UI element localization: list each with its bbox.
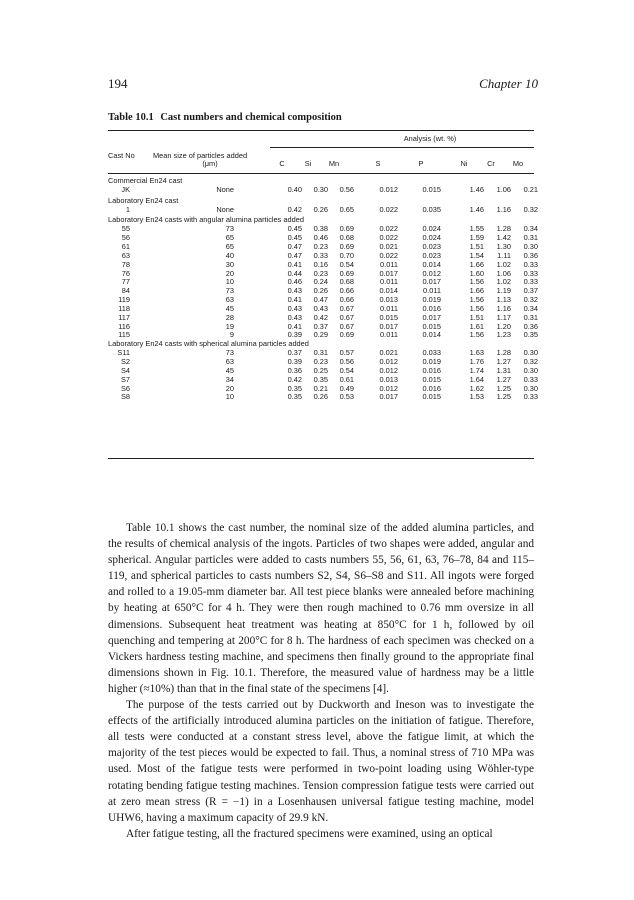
analysis-value: 0.34 — [523, 224, 538, 234]
group-title: Commercial En24 cast — [108, 176, 183, 185]
cast-number: 118 — [118, 303, 130, 313]
analysis-value: 0.43 — [287, 286, 302, 296]
analysis-value: 0.31 — [523, 312, 538, 322]
analysis-value: 1.66 — [469, 259, 484, 269]
paragraph: After fatigue testing, all the fractured specimens were examined, using an optical — [126, 827, 493, 840]
particle-size: 40 — [225, 250, 234, 260]
analysis-value: 0.019 — [422, 295, 441, 305]
analysis-value: 0.42 — [287, 374, 302, 384]
analysis-value: 0.69 — [339, 330, 354, 340]
analysis-value: 1.56 — [469, 277, 484, 287]
analysis-value: 0.16 — [313, 259, 328, 269]
particle-size: 19 — [225, 321, 234, 331]
analysis-value: 0.42 — [287, 204, 302, 214]
analysis-value: 0.35 — [313, 374, 328, 384]
analysis-value: 0.015 — [422, 374, 441, 384]
cast-number: JK — [121, 184, 130, 194]
analysis-value: 0.011 — [380, 259, 398, 269]
mean-size-unit-header: (μm) — [202, 159, 218, 168]
cast-number: 119 — [118, 295, 130, 305]
analysis-value: 0.33 — [313, 250, 328, 260]
analysis-value: 0.24 — [313, 277, 328, 287]
analysis-value: 0.024 — [422, 233, 441, 243]
analysis-value: 0.011 — [380, 277, 398, 287]
analysis-value: 1.54 — [469, 250, 484, 260]
analysis-value: 0.23 — [313, 241, 328, 251]
analysis-value: 0.53 — [339, 392, 354, 402]
particle-size: 34 — [225, 374, 234, 384]
analysis-value: 0.45 — [287, 233, 302, 243]
analysis-value: 0.012 — [379, 365, 398, 375]
analysis-value: 0.33 — [523, 374, 538, 384]
particle-size: 63 — [225, 295, 234, 305]
analysis-value: 0.32 — [523, 357, 538, 366]
analysis-value: 1.62 — [469, 383, 484, 393]
mean-size-header: Mean size of particles added — [153, 151, 248, 160]
cast-number: 77 — [121, 277, 130, 287]
particle-size: 10 — [225, 277, 234, 287]
analysis-value: 1.53 — [469, 392, 484, 402]
particle-size: 65 — [225, 241, 234, 251]
analysis-value: 0.035 — [422, 204, 441, 214]
group-title: Laboratory En24 casts with spherical alumina particles added — [108, 339, 309, 349]
particle-size: None — [216, 204, 234, 214]
analysis-value: 0.017 — [422, 277, 441, 287]
analysis-value: 0.67 — [339, 321, 354, 331]
page-number: 194 — [108, 76, 128, 91]
group-title: Laboratory En24 cast — [108, 195, 179, 205]
running-head: Chapter 10 — [479, 76, 538, 91]
analysis-value: 1.16 — [496, 204, 511, 214]
analysis-value: 0.30 — [523, 365, 538, 375]
particle-size: 20 — [225, 383, 234, 393]
analysis-value: 1.60 — [469, 268, 484, 278]
analysis-value: 0.56 — [339, 184, 354, 194]
analysis-value: 1.16 — [496, 303, 511, 313]
analysis-value: 0.015 — [422, 321, 441, 331]
analysis-value: 0.016 — [422, 383, 441, 393]
analysis-value: 0.017 — [379, 392, 398, 402]
analysis-value: 0.023 — [422, 241, 441, 251]
cast-number: S2 — [120, 357, 130, 366]
analysis-value: 0.012 — [422, 268, 441, 278]
analysis-value: 1.02 — [496, 259, 511, 269]
analysis-value: 0.30 — [523, 348, 538, 358]
analysis-value: 0.36 — [287, 365, 302, 375]
analysis-value: 1.28 — [496, 348, 511, 358]
body-text — [108, 520, 534, 842]
analysis-value: 1.51 — [469, 241, 484, 251]
cast-number: S11 — [117, 348, 130, 358]
cast-number: 55 — [121, 224, 130, 234]
particle-size: 20 — [225, 268, 234, 278]
analysis-value: 0.40 — [287, 184, 302, 194]
table-caption-number: Table 10.1 — [108, 112, 154, 123]
analysis-value: 0.37 — [313, 321, 328, 331]
analysis-value: 0.023 — [422, 250, 441, 260]
analysis-value: 0.37 — [523, 286, 538, 296]
particle-size: 30 — [225, 259, 234, 269]
analysis-value: 0.47 — [313, 295, 328, 305]
analysis-value: 0.35 — [287, 383, 302, 393]
analysis-header: Analysis (wt. %) — [403, 134, 457, 143]
analysis-value: 0.21 — [313, 383, 328, 393]
cast-number: 84 — [121, 286, 130, 296]
analysis-value: 0.024 — [422, 224, 441, 234]
analysis-value: 0.21 — [523, 184, 538, 194]
analysis-value: 0.39 — [287, 357, 302, 366]
cast-number: 76 — [121, 268, 130, 278]
analysis-value: 0.46 — [313, 233, 328, 243]
cast-number: 116 — [118, 321, 130, 331]
analysis-value: 0.26 — [313, 204, 328, 214]
analysis-value: 1.11 — [497, 250, 511, 260]
analysis-value: 0.021 — [379, 241, 398, 251]
analysis-value: 0.32 — [523, 295, 538, 305]
analysis-value: 0.61 — [339, 374, 354, 384]
analysis-value: 1.27 — [496, 357, 511, 366]
analysis-value: 0.69 — [339, 268, 354, 278]
analysis-value: 0.56 — [339, 357, 354, 366]
particle-size: 10 — [225, 392, 234, 402]
analysis-value: 0.033 — [422, 348, 441, 358]
analysis-value: 0.016 — [422, 303, 441, 313]
analysis-value: 0.43 — [287, 303, 302, 313]
analysis-value: 1.30 — [496, 241, 511, 251]
analysis-value: 0.65 — [339, 204, 354, 214]
analysis-value: 0.011 — [423, 286, 441, 296]
cast-number: 78 — [121, 259, 130, 269]
analysis-value: 0.41 — [287, 321, 302, 331]
analysis-value: 1.74 — [469, 365, 484, 375]
analysis-value: 0.47 — [287, 241, 302, 251]
element-header-s: S — [375, 159, 381, 168]
analysis-value: 0.30 — [523, 383, 538, 393]
analysis-value: 1.56 — [469, 330, 484, 340]
analysis-value: 0.57 — [339, 348, 354, 358]
cast-number: 56 — [121, 233, 130, 243]
element-header-ni: Ni — [460, 159, 468, 168]
analysis-value: 0.70 — [339, 250, 354, 260]
element-header-cr: Cr — [487, 159, 495, 168]
analysis-value: 0.022 — [379, 204, 398, 214]
analysis-value: 0.014 — [422, 259, 441, 269]
analysis-value: 0.011 — [380, 303, 398, 313]
analysis-value: 0.41 — [287, 295, 302, 305]
element-header-p: P — [418, 159, 424, 168]
analysis-value: 0.33 — [523, 392, 538, 402]
analysis-value: 0.46 — [287, 277, 302, 287]
particle-size: 63 — [225, 357, 234, 366]
analysis-value: 0.019 — [422, 357, 441, 366]
analysis-value: 0.42 — [313, 312, 328, 322]
analysis-value: 0.33 — [523, 277, 538, 287]
cast-number: 63 — [121, 250, 130, 260]
particle-size: 65 — [225, 233, 234, 243]
analysis-value: 0.017 — [422, 312, 441, 322]
analysis-value: 1.13 — [496, 295, 511, 305]
particle-size: 45 — [225, 303, 234, 313]
analysis-value: 0.021 — [379, 348, 398, 358]
table-caption-title: Cast numbers and chemical composition — [160, 112, 342, 123]
analysis-value: 1.25 — [496, 383, 511, 393]
analysis-value: 0.35 — [287, 392, 302, 402]
cast-number: 61 — [121, 241, 130, 251]
analysis-value: 0.44 — [287, 268, 302, 278]
analysis-value: 1.46 — [469, 204, 484, 214]
analysis-value: 1.17 — [496, 312, 511, 322]
analysis-value: 0.23 — [313, 268, 328, 278]
cast-no-header: Cast No — [108, 151, 135, 160]
element-header-mn: Mn — [328, 159, 340, 168]
particle-size: 73 — [225, 348, 234, 358]
analysis-value: 1.59 — [469, 233, 484, 243]
analysis-value: 0.011 — [380, 330, 398, 340]
cast-number: 117 — [118, 312, 130, 322]
analysis-value: 0.36 — [523, 250, 538, 260]
analysis-value: 0.012 — [379, 383, 398, 393]
analysis-value: 0.41 — [287, 259, 302, 269]
analysis-value: 0.37 — [287, 348, 302, 358]
analysis-value: 1.31 — [496, 365, 511, 375]
analysis-value: 0.67 — [339, 303, 354, 313]
analysis-value: 0.69 — [339, 224, 354, 234]
analysis-value: 1.46 — [469, 184, 484, 194]
particle-size: None — [216, 184, 234, 194]
analysis-value: 0.012 — [379, 184, 398, 194]
analysis-value: 0.015 — [422, 184, 441, 194]
analysis-value: 0.23 — [313, 357, 328, 366]
cast-number: S8 — [120, 392, 130, 402]
analysis-value: 0.66 — [339, 286, 354, 296]
analysis-value: 0.015 — [422, 392, 441, 402]
analysis-value: 0.25 — [313, 365, 328, 375]
cast-number: 1 — [125, 204, 130, 214]
particle-size: 73 — [225, 286, 234, 296]
analysis-value: 0.015 — [379, 312, 398, 322]
analysis-value: 0.35 — [523, 330, 538, 340]
analysis-value: 0.32 — [523, 204, 538, 214]
particle-size: 45 — [225, 365, 234, 375]
analysis-value: 0.45 — [287, 224, 302, 234]
cast-number: S6 — [120, 383, 130, 393]
analysis-value: 1.63 — [469, 348, 484, 358]
group-title: Laboratory En24 casts with angular alumina particles added — [108, 215, 304, 225]
element-header-si: Si — [304, 159, 312, 168]
analysis-value: 0.33 — [523, 268, 538, 278]
analysis-value: 0.017 — [379, 268, 398, 278]
analysis-value: 0.49 — [339, 383, 354, 393]
element-header-c: C — [279, 159, 285, 168]
analysis-value: 0.013 — [379, 295, 398, 305]
analysis-value: 1.64 — [469, 374, 484, 384]
analysis-value: 1.28 — [496, 224, 511, 234]
paragraph: Table 10.1 shows the cast number, the nominal size of the added alumina particles, and the results of chemical analysis of the ingots. Particles of two shapes were added, angular and spherical. Angular particles were added to casts numbers 55, 56, 61, 63, 76–78, 84 and 115–119, and spherical particles to casts numbers S2, S4, S6–S8 and S11. All ingots were forged and rolled to a 19.05-mm diameter bar. All test piece blanks were annealed before machining by heating at 650°C for 4 h. They were then rough machined to 0.76 mm oversize in all dimensions. Subsequent heat treatment was heating at 850°C for 1 h, followed by oil quenching and tempering at 200°C for 8 h. The hardness of each specimen was checked on a Vickers hardness testing machine, and specimens then finally ground to the appropriate final dimensions shown in Fig. 10.1. Therefore, the measured value of hardness may be a little higher (≈10%) than that in the final state of the specimens [4]. — [108, 522, 534, 695]
analysis-value: 0.54 — [339, 365, 354, 375]
cast-number: S7 — [120, 374, 130, 384]
analysis-value: 1.06 — [496, 268, 511, 278]
particle-size: 28 — [225, 312, 234, 322]
analysis-value: 0.022 — [379, 250, 398, 260]
analysis-value: 1.56 — [469, 295, 484, 305]
analysis-value: 1.06 — [496, 184, 511, 194]
analysis-value: 1.66 — [469, 286, 484, 296]
analysis-value: 1.27 — [496, 374, 511, 384]
analysis-value: 1.25 — [496, 392, 511, 402]
analysis-value: 0.43 — [287, 312, 302, 322]
analysis-value: 1.23 — [496, 330, 511, 340]
analysis-value: 1.42 — [496, 233, 511, 243]
analysis-value: 0.47 — [287, 250, 302, 260]
analysis-value: 0.33 — [523, 259, 538, 269]
cast-number: S4 — [120, 365, 130, 375]
analysis-value: 0.30 — [313, 184, 328, 194]
analysis-value: 0.34 — [523, 303, 538, 313]
analysis-value: 0.016 — [422, 365, 441, 375]
analysis-value: 0.022 — [379, 224, 398, 234]
analysis-value: 0.69 — [339, 241, 354, 251]
analysis-value: 0.66 — [339, 295, 354, 305]
paragraph: The purpose of the tests carried out by Duckworth and Ineson was to investigate the effects of the artificially introduced alumina particles on the initiation of fatigue. Therefore, all tests were conducted at a constant stress level, above the fatigue limit, at which the majority of the test pieces would be expected to fail. Thus, a nominal stress of 710 MPa was used. Most of the fatigue tests were performed in two-point loading using Wöhler-type rotating bending fatigue testing machines. Tension compression fatigue tests were carried out at zero mean stress (R = −1) in a Losenhausen universal fatigue testing machine, model UHW6, having a maximum capacity of 29.9 kN. — [108, 699, 534, 824]
analysis-value: 0.54 — [339, 259, 354, 269]
analysis-value: 0.68 — [339, 233, 354, 243]
particle-size: 73 — [225, 224, 234, 234]
analysis-value: 0.36 — [523, 321, 538, 331]
analysis-value: 0.39 — [287, 330, 302, 340]
analysis-value: 1.51 — [469, 312, 484, 322]
analysis-value: 0.014 — [422, 330, 441, 340]
analysis-value: 0.014 — [379, 286, 398, 296]
analysis-value: 1.19 — [496, 286, 511, 296]
analysis-value: 0.68 — [339, 277, 354, 287]
analysis-value: 0.43 — [313, 303, 328, 313]
analysis-value: 1.61 — [469, 321, 484, 331]
analysis-value: 0.26 — [313, 392, 328, 402]
analysis-value: 0.013 — [379, 374, 398, 384]
element-header-mo: Mo — [512, 159, 524, 168]
analysis-value: 1.76 — [469, 357, 484, 366]
analysis-value: 1.20 — [496, 321, 511, 331]
analysis-value: 0.29 — [313, 330, 328, 340]
analysis-value: 1.55 — [469, 224, 484, 234]
particle-size: 9 — [229, 330, 234, 340]
analysis-value: 0.31 — [313, 348, 328, 358]
analysis-value: 0.38 — [313, 224, 328, 234]
analysis-value: 0.012 — [379, 357, 398, 366]
analysis-value: 0.30 — [523, 241, 538, 251]
analysis-value: 0.26 — [313, 286, 328, 296]
analysis-value: 1.56 — [469, 303, 484, 313]
analysis-value: 1.02 — [496, 277, 511, 287]
analysis-value: 0.31 — [523, 233, 538, 243]
analysis-value: 0.67 — [339, 312, 354, 322]
analysis-value: 0.017 — [379, 321, 398, 331]
cast-number: 115 — [118, 330, 130, 340]
analysis-value: 0.022 — [379, 233, 398, 243]
